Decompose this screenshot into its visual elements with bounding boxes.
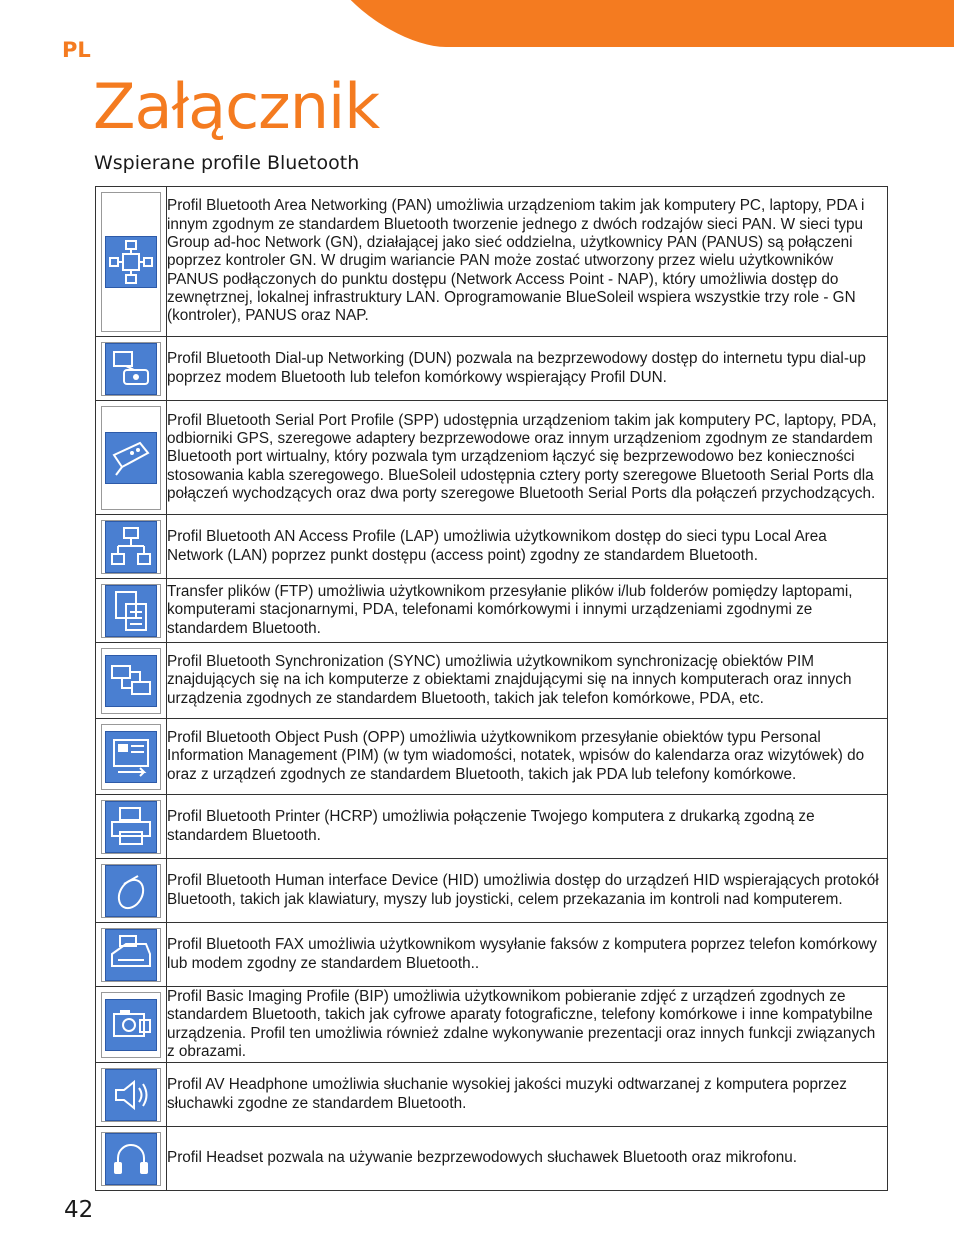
- profile-description: Profil Bluetooth FAX umożliwia użytkownikom wysyłanie faksów z komputera poprzez telefon komórkowy lub modem zgodny ze standardem Bluetooth..: [167, 923, 888, 987]
- icon-frame: [101, 992, 161, 1058]
- profile-icon-cell: [96, 579, 167, 643]
- speaker-icon: [105, 1069, 157, 1121]
- profile-row: [96, 1063, 888, 1127]
- profile-row: [96, 859, 888, 923]
- profile-icon-cell: [96, 859, 167, 923]
- icon-frame: [101, 928, 161, 982]
- profile-row: [96, 643, 888, 719]
- icon-frame: [101, 1132, 161, 1186]
- camera-icon: [105, 999, 157, 1051]
- header-accent-band: [318, 0, 954, 47]
- profile-description: Profil AV Headphone umożliwia słuchanie wysokiej jakości muzyki odtwarzanej z komputera poprzez słuchawki zgodne ze standardem Bluetooth.: [167, 1063, 888, 1127]
- icon-frame: [101, 342, 161, 396]
- file-transfer-icon: [105, 585, 157, 637]
- profiles-table: [95, 186, 888, 1191]
- pan-network-icon: [105, 236, 157, 288]
- profile-row: [96, 187, 888, 337]
- icon-frame: [101, 724, 161, 790]
- profile-description: Profil Bluetooth AN Access Profile (LAP) umożliwia użytkownikom dostęp do sieci typu Local Area Network (LAN) poprzez punkt dostępu (access point) zgodny ze standardem Bluetooth.: [167, 515, 888, 579]
- dialup-networking-icon: [105, 343, 157, 395]
- icon-frame: [101, 800, 161, 854]
- serial-port-icon: [105, 432, 157, 484]
- profile-description: Profil Bluetooth Area Networking (PAN) umożliwia urządzeniom takim jak komputery PC, laptopy, PDA i innym zgodnym ze standardem Bluetooth tworzenie jednego z dwóch rodzajów sieci PAN. W sieci typu Group ad-hoc Network (GN), działającej jako sieć oddzielna, użytkownicy PAN (PANUS) są połączeni poprzez kontroler GN. W drugim wariancie PAN może zostać utworzony przez wielu użytkowników PANUS podłączonych do punktu dostępu (Network Access Point - NAP), który umożliwia dostęp do zewnętrznej, lokalnej infrastruktury LAN. Oprogramowanie BlueSoleil wspiera wszystkie trzy role - GN (kontroler), PANUS oraz NAP.: [167, 187, 888, 337]
- icon-frame: [101, 406, 161, 510]
- profile-row: [96, 579, 888, 643]
- headset-icon: [105, 1133, 157, 1185]
- profile-description: Profil Bluetooth Serial Port Profile (SPP) udostępnia urządzeniom takim jak komputery PC, laptopy, PDA, odbiorniki GPS, szeregowe adaptery bezprzewodowe oraz innym urządzeniom zgodnym ze standardem Bluetooth port wirtualny, który pozwala tym urządzeniom łączyć się bezprzewodowo bez konieczności stosowania kabla szeregowego. BlueSoleil udostępnia cztery porty szeregowe Bluetooth Serial Ports dla połączeń wychodzących oraz dwa porty szeregowe Bluetooth Serial Ports dla połączeń przychodzących.: [167, 401, 888, 515]
- profile-description: Profil Basic Imaging Profile (BIP) umożliwia użytkownikom pobieranie zdjęć z urządzeń zgodnych ze standardem Bluetooth, takich jak cyfrowe aparaty fotograficzne, telefony komórkowe i inne kompatybilne urządzenia. Profil ten umożliwia również zdalne wykonywanie prezentacji oraz innych funkcji związanych z obrazami.: [167, 987, 888, 1063]
- profile-icon-cell: [96, 795, 167, 859]
- page-title: Załącznik: [93, 70, 380, 143]
- profile-icon-cell: [96, 987, 167, 1063]
- printer-icon: [105, 801, 157, 853]
- profile-row: [96, 401, 888, 515]
- icon-frame: [101, 864, 161, 918]
- profile-row: [96, 987, 888, 1063]
- profile-row: [96, 719, 888, 795]
- profile-description: Profil Headset pozwala na używanie bezprzewodowych słuchawek Bluetooth oraz mikrofonu.: [167, 1127, 888, 1191]
- profile-icon-cell: [96, 515, 167, 579]
- icon-frame: [101, 520, 161, 574]
- sync-icon: [105, 655, 157, 707]
- profile-icon-cell: [96, 923, 167, 987]
- profile-row: [96, 923, 888, 987]
- profile-icon-cell: [96, 401, 167, 515]
- profile-icon-cell: [96, 337, 167, 401]
- profile-icon-cell: [96, 719, 167, 795]
- profile-description: Profil Bluetooth Printer (HCRP) umożliwia połączenie Twojego komputera z drukarką zgodną ze standardem Bluetooth.: [167, 795, 888, 859]
- profile-description: Profil Bluetooth Dial-up Networking (DUN) pozwala na bezprzewodowy dostęp do internetu typu dial-up poprzez modem Bluetooth lub telefon komórkowy wspierający Profil DUN.: [167, 337, 888, 401]
- mouse-icon: [105, 865, 157, 917]
- profile-description: Profil Bluetooth Object Push (OPP) umożliwia użytkownikom przesyłanie obiektów typu Personal Information Management (PIM) (w tym wiadomości, notatek, wpisów do kalendarza oraz wizytówek) do oraz z urządzeń zgodnych ze standardem Bluetooth, takich jak PDA lub telefony komórkowe.: [167, 719, 888, 795]
- profile-icon-cell: [96, 643, 167, 719]
- lan-access-icon: [105, 521, 157, 573]
- page-number: 42: [64, 1197, 94, 1223]
- profile-row: [96, 515, 888, 579]
- profile-row: [96, 1127, 888, 1191]
- fax-icon: [105, 929, 157, 981]
- object-push-icon: [105, 731, 157, 783]
- profile-icon-cell: [96, 1063, 167, 1127]
- icon-frame: [101, 1068, 161, 1122]
- section-subtitle: Wspierane profile Bluetooth: [94, 152, 360, 174]
- icon-frame: [101, 192, 161, 332]
- icon-frame: [101, 648, 161, 714]
- profile-icon-cell: [96, 1127, 167, 1191]
- profile-row: [96, 795, 888, 859]
- profile-row: [96, 337, 888, 401]
- language-label: PL: [62, 38, 91, 62]
- profile-icon-cell: [96, 187, 167, 337]
- profile-description: Transfer plików (FTP) umożliwia użytkownikom przesyłanie plików i/lub folderów pomiędzy laptopami, komputerami stacjonarnymi, PDA, telefonami komórkowymi i innymi urządzeniami zgodnymi ze standardem Bluetooth.: [167, 579, 888, 643]
- profile-description: Profil Bluetooth Synchronization (SYNC) umożliwia użytkownikom synchronizację obiektów PIM znajdujących się na ich komputerze z obiektami znajdującymi się na innych komputerach oraz innych urządzenia zgodnych ze standardem Bluetooth, takich jak telefon komórkowe, PDA, etc.: [167, 643, 888, 719]
- icon-frame: [101, 584, 161, 638]
- profile-description: Profil Bluetooth Human interface Device (HID) umożliwia dostęp do urządzeń HID wspierających protokół Bluetooth, takich jak klawiatury, myszy lub joysticki, celem przekazania im kontroli nad komputerem.: [167, 859, 888, 923]
